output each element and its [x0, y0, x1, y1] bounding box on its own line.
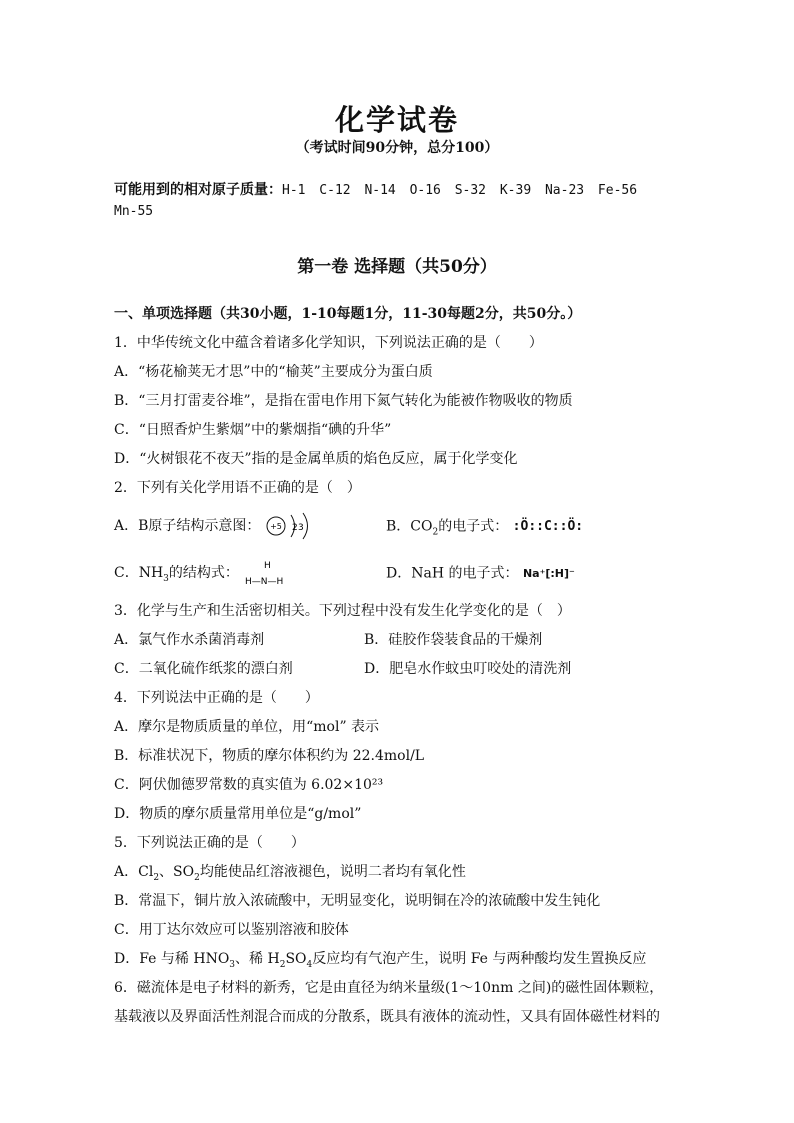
q3-row-ab — [114, 626, 694, 655]
q5-a-post: 均能使品红溶液褪色，说明二者均有氧化性 — [199, 864, 466, 880]
q5-d-sub3: 4 — [306, 959, 313, 970]
q5-option-c: C．用丁达尔效应可以鉴别溶液和胶体 — [114, 922, 349, 938]
q3-option-d: D．肥皂水作蚊虫叮咬处的清洗剂 — [364, 661, 572, 677]
q5-option-b: B．常温下，铜片放入浓硫酸中，无明显变化，说明铜在冷的浓硫酸中发生钝化 — [114, 893, 601, 909]
boron-shell-1: 2 — [291, 523, 298, 533]
q2-option-c-label2: 的结构式： — [168, 565, 239, 581]
q5-d-pre: D．Fe 与稀 HNO — [114, 951, 230, 967]
q1-option-b: B．“三月打雷麦谷堆”，是指在雷电作用下氮气转化为能被作物吸收的物质 — [114, 393, 573, 409]
q5-d-sub1: 3 — [229, 959, 236, 970]
nh3-structure — [243, 558, 293, 588]
q2-row-ab — [114, 503, 694, 550]
q1-option-a: A．“杨花榆荚无才思”中的“榆荚”主要成分为蛋白质 — [114, 364, 433, 380]
section-title: 第一卷 选择题（共50分） — [297, 257, 497, 277]
q2-option-a-label: A．B原子结构示意图： — [114, 518, 261, 534]
q5-d-post: 反应均有气泡产生，说明 Fe 与两种酸均发生置换反应 — [312, 951, 647, 967]
boron-nucleus-charge: +5 — [269, 522, 282, 531]
q2-option-c-label: C．NH — [114, 565, 164, 581]
q2-option-c-sub: 3 — [163, 573, 169, 584]
q3-row-cd — [114, 655, 694, 684]
atomic-mass-values-1: H-1 C-12 N-14 O-16 S-32 K-39 Na-23 Fe-56 — [282, 183, 638, 198]
nah-electron-formula: Na⁺[:H]⁻ — [522, 567, 575, 580]
exam-subtitle: （考试时间90分钟，总分100） — [295, 140, 499, 156]
q2-stem: 2．下列有关化学用语不正确的是（ ） — [114, 480, 361, 496]
q5-a-sub1: 2 — [153, 872, 160, 883]
q5-d-sub2: 2 — [279, 959, 286, 970]
q1-option-d: D．“火树银花不夜天”指的是金属单质的焰色反应，属于化学变化 — [114, 451, 518, 467]
q5-d-mid2: SO — [285, 951, 307, 967]
q2-option-d — [386, 550, 658, 597]
q5-option-a — [114, 858, 694, 887]
q3-option-c: C．二氧化硫作纸浆的漂白剂 — [114, 661, 293, 677]
q5-a-pre: A．Cl — [114, 864, 154, 880]
q5-option-d — [114, 945, 694, 974]
q5-a-mid: 、SO — [159, 864, 195, 880]
q2-option-b — [386, 503, 658, 550]
q3-option-b: B．硅胶作袋装食品的干燥剂 — [364, 632, 543, 648]
q3-option-a: A．氯气作水杀菌消毒剂 — [114, 632, 265, 648]
q6-stem-line1: 6．磁流体是电子材料的新秀，它是由直径为纳米量级(1～10nm 之间)的磁性固体颗粒， — [114, 980, 664, 996]
nh3-top-h: H — [264, 561, 272, 571]
q2-option-c — [114, 550, 386, 597]
q1-stem: 1．中华传统文化中蕴含着诸多化学知识，下列说法正确的是（ ） — [114, 335, 543, 351]
q5-stem: 5．下列说法正确的是（ ） — [114, 835, 305, 851]
q2-row-cd — [114, 550, 694, 597]
q4-option-d: D．物质的摩尔质量常用单位是“g/mol” — [114, 806, 362, 822]
boron-structure-diagram — [265, 511, 323, 541]
q4-option-b: B．标准状况下，物质的摩尔体积约为 22.4mol/L — [114, 748, 425, 764]
q2-option-b-sub: 2 — [432, 527, 439, 538]
q3-stem: 3．化学与生产和生活密切相关。下列过程中没有发生化学变化的是（ ） — [114, 603, 571, 619]
part-heading: 一、单项选择题（共30小题，1-10每题1分，11-30每题2分，共50分。） — [114, 306, 582, 322]
q5-d-mid: 、稀 H — [235, 951, 280, 967]
atomic-mass-label: 可能用到的相对原子质量： — [114, 182, 282, 198]
q4-option-a: A．摩尔是物质质量的单位，用“mol” 表示 — [114, 719, 380, 735]
atomic-mass-block — [114, 180, 694, 222]
q2-option-b-label2: 的电子式： — [438, 518, 509, 535]
q2-option-b-label: B．CO — [386, 518, 433, 535]
q6-stem-line2: 基载液以及界面活性剂混合而成的分散系，既具有液体的流动性，又具有固体磁性材料的 — [114, 1009, 660, 1025]
q2-option-a — [114, 503, 386, 550]
nh3-bottom-row: H—N—H — [245, 577, 284, 587]
exam-title: 化学试卷 — [334, 103, 459, 137]
q4-stem: 4．下列说法中正确的是（ ） — [114, 690, 319, 706]
q5-a-sub2: 2 — [194, 872, 200, 883]
q1-option-c: C．“日照香炉生紫烟”中的紫烟指“碘的升华” — [114, 422, 392, 438]
q2-option-d-label: D．NaH 的电子式： — [386, 565, 519, 582]
co2-electron-formula: :Ö::C::Ö: — [512, 519, 584, 534]
boron-shell-2: 3 — [297, 523, 304, 533]
atomic-mass-values-2: Mn-55 — [114, 204, 154, 219]
questions — [114, 300, 694, 1032]
q4-option-c: C．阿伏伽德罗常数的真实值为 6.02×10²³ — [114, 777, 384, 793]
